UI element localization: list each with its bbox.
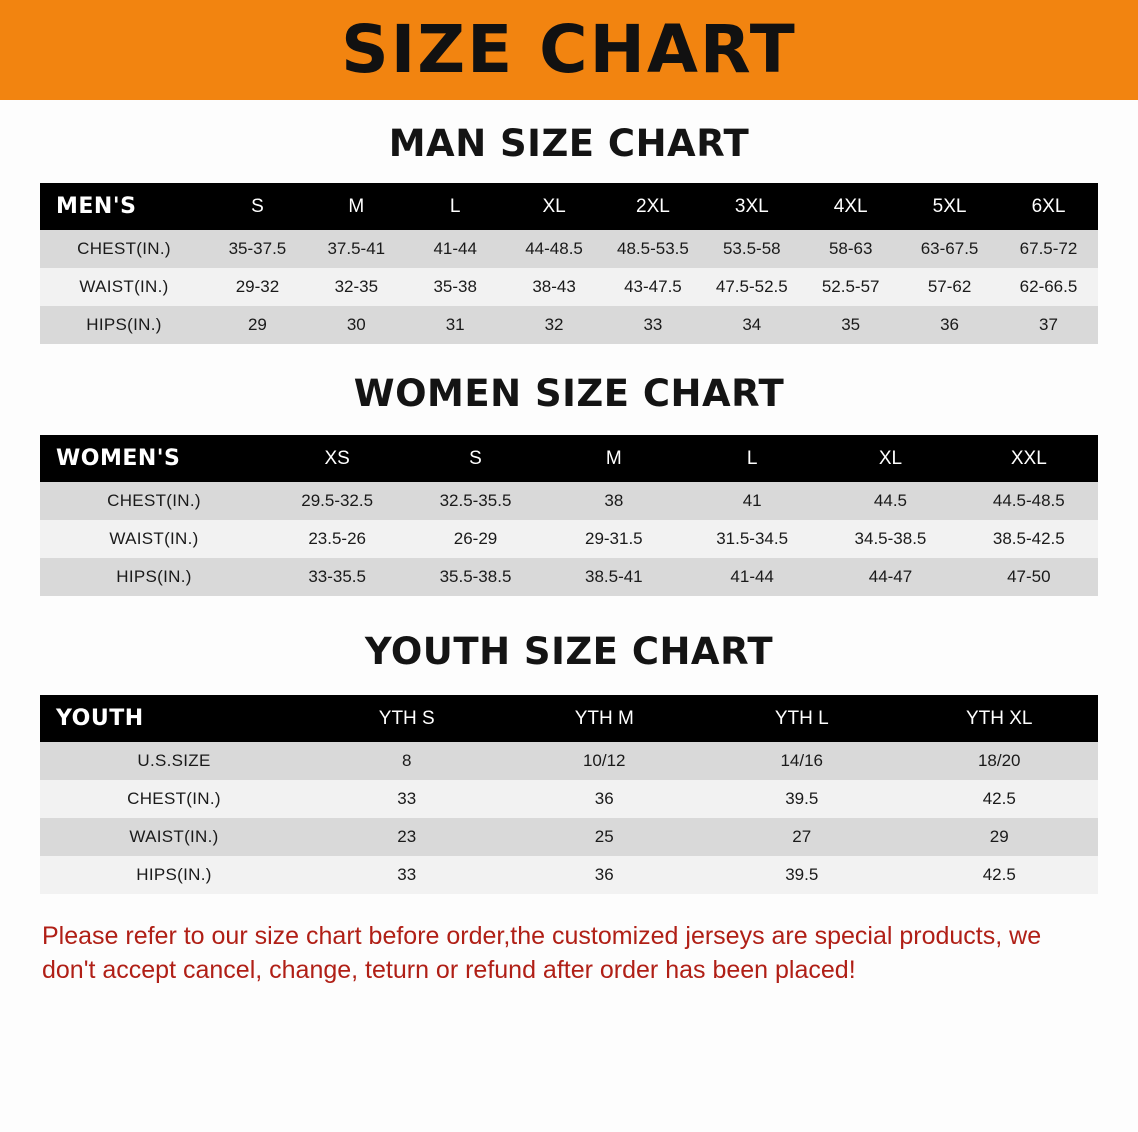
table-cell: 37.5-41	[307, 230, 406, 268]
table-cell: 47-50	[960, 558, 1098, 596]
youth-size-header: YTH S	[378, 707, 435, 729]
table-cell: 43-47.5	[604, 268, 703, 306]
man-size-header: 4XL	[833, 195, 868, 217]
banner	[0, 0, 1138, 100]
table-cell: 31	[406, 306, 505, 344]
table-cell: 30	[307, 306, 406, 344]
man-size-header: 5XL	[932, 195, 967, 217]
man-table-head	[40, 183, 1098, 230]
youth-size-header: YTH XL	[965, 707, 1033, 729]
table-cell: 42.5	[901, 856, 1099, 894]
table-cell: 25	[506, 818, 704, 856]
youth-row-label: U.S.SIZE	[40, 742, 308, 780]
table-cell: 33	[604, 306, 703, 344]
table-cell: 29	[208, 306, 307, 344]
youth-size-header: YTH M	[574, 707, 634, 729]
table-cell: 33-35.5	[268, 558, 406, 596]
table-cell: 44-47	[821, 558, 959, 596]
women-row-label: WAIST(IN.)	[40, 520, 268, 558]
table-cell: 41-44	[683, 558, 821, 596]
table-row	[40, 520, 1098, 558]
youth-table-body	[40, 742, 1098, 894]
table-cell: 29-32	[208, 268, 307, 306]
table-cell: 39.5	[703, 780, 901, 818]
man-size-header: S	[251, 195, 264, 217]
disclaimer-note: Please refer to our size chart before order,the customized jerseys are special products, we don't accept cancel, change, teturn or refund after order has been placed!	[42, 922, 1042, 984]
table-cell: 44.5-48.5	[960, 482, 1098, 520]
table-cell: 67.5-72	[999, 230, 1098, 268]
man-row-label: WAIST(IN.)	[40, 268, 208, 306]
page-title: SIZE CHART	[341, 11, 797, 88]
table-header-row	[40, 183, 1098, 230]
table-cell: 42.5	[901, 780, 1099, 818]
table-cell: 47.5-52.5	[702, 268, 801, 306]
table-cell: 35-37.5	[208, 230, 307, 268]
table-cell: 14/16	[703, 742, 901, 780]
table-cell: 35	[801, 306, 900, 344]
women-size-header: XXL	[1010, 447, 1047, 469]
women-row-label: HIPS(IN.)	[40, 558, 268, 596]
table-cell: 41	[683, 482, 821, 520]
table-row	[40, 482, 1098, 520]
table-cell: 32.5-35.5	[406, 482, 544, 520]
table-cell: 62-66.5	[999, 268, 1098, 306]
man-size-header: 2XL	[636, 195, 670, 217]
women-table-body	[40, 482, 1098, 596]
table-cell: 35.5-38.5	[406, 558, 544, 596]
man-row-label: HIPS(IN.)	[40, 306, 208, 344]
table-cell: 34.5-38.5	[821, 520, 959, 558]
women-row-label: CHEST(IN.)	[40, 482, 268, 520]
women-section-heading: WOMEN SIZE CHART	[353, 372, 785, 415]
man-table-body	[40, 230, 1098, 344]
table-cell: 36	[506, 780, 704, 818]
table-cell: 32	[505, 306, 604, 344]
youth-row-label: CHEST(IN.)	[40, 780, 308, 818]
youth-row-label: WAIST(IN.)	[40, 818, 308, 856]
table-cell: 58-63	[801, 230, 900, 268]
women-size-table	[40, 435, 1098, 596]
table-cell: 29-31.5	[545, 520, 683, 558]
table-cell: 18/20	[901, 742, 1099, 780]
table-cell: 31.5-34.5	[683, 520, 821, 558]
table-row	[40, 230, 1098, 268]
youth-table-head	[40, 695, 1098, 742]
women-size-header: M	[605, 447, 622, 469]
table-cell: 23.5-26	[268, 520, 406, 558]
table-cell: 27	[703, 818, 901, 856]
table-cell: 63-67.5	[900, 230, 999, 268]
table-cell: 52.5-57	[801, 268, 900, 306]
man-size-header: M	[348, 195, 365, 217]
table-row	[40, 742, 1098, 780]
man-size-header: 6XL	[1031, 195, 1066, 217]
man-size-header: XL	[542, 195, 566, 217]
women-size-header: L	[746, 447, 758, 469]
table-cell: 10/12	[506, 742, 704, 780]
table-row	[40, 856, 1098, 894]
youth-table-wrap	[40, 695, 1098, 894]
table-cell: 23	[308, 818, 506, 856]
table-row	[40, 558, 1098, 596]
table-cell: 44-48.5	[505, 230, 604, 268]
table-cell: 57-62	[900, 268, 999, 306]
table-cell: 37	[999, 306, 1098, 344]
women-header-label: WOMEN'S	[56, 446, 181, 471]
table-row	[40, 268, 1098, 306]
youth-section-heading: YOUTH SIZE CHART	[364, 630, 774, 673]
table-cell: 35-38	[406, 268, 505, 306]
table-cell: 33	[308, 856, 506, 894]
youth-size-table	[40, 695, 1098, 894]
table-cell: 38.5-41	[545, 558, 683, 596]
women-table-head	[40, 435, 1098, 482]
table-header-row	[40, 435, 1098, 482]
table-header-row	[40, 695, 1098, 742]
table-cell: 33	[308, 780, 506, 818]
table-cell: 38	[545, 482, 683, 520]
man-size-table	[40, 183, 1098, 344]
man-size-header: L	[449, 195, 461, 217]
youth-size-header: YTH L	[774, 707, 829, 729]
table-cell: 39.5	[703, 856, 901, 894]
youth-header-label: YOUTH	[56, 706, 144, 731]
table-cell: 32-35	[307, 268, 406, 306]
man-table-wrap	[40, 183, 1098, 344]
women-size-header: XL	[878, 447, 903, 469]
man-header-label: MEN'S	[56, 194, 137, 219]
table-row	[40, 780, 1098, 818]
youth-row-label: HIPS(IN.)	[40, 856, 308, 894]
table-cell: 34	[702, 306, 801, 344]
man-size-header: 3XL	[734, 195, 769, 217]
table-cell: 8	[308, 742, 506, 780]
table-cell: 38-43	[505, 268, 604, 306]
table-cell: 29	[901, 818, 1099, 856]
table-cell: 53.5-58	[702, 230, 801, 268]
women-size-header: XS	[324, 447, 350, 469]
women-size-header: S	[469, 447, 482, 469]
table-cell: 26-29	[406, 520, 544, 558]
table-cell: 41-44	[406, 230, 505, 268]
table-cell: 36	[900, 306, 999, 344]
man-row-label: CHEST(IN.)	[40, 230, 208, 268]
table-row	[40, 306, 1098, 344]
table-row	[40, 818, 1098, 856]
table-cell: 44.5	[821, 482, 959, 520]
table-cell: 38.5-42.5	[960, 520, 1098, 558]
man-section-heading: MAN SIZE CHART	[388, 122, 750, 165]
table-cell: 48.5-53.5	[604, 230, 703, 268]
women-table-wrap	[40, 435, 1098, 596]
table-cell: 36	[506, 856, 704, 894]
table-cell: 29.5-32.5	[268, 482, 406, 520]
